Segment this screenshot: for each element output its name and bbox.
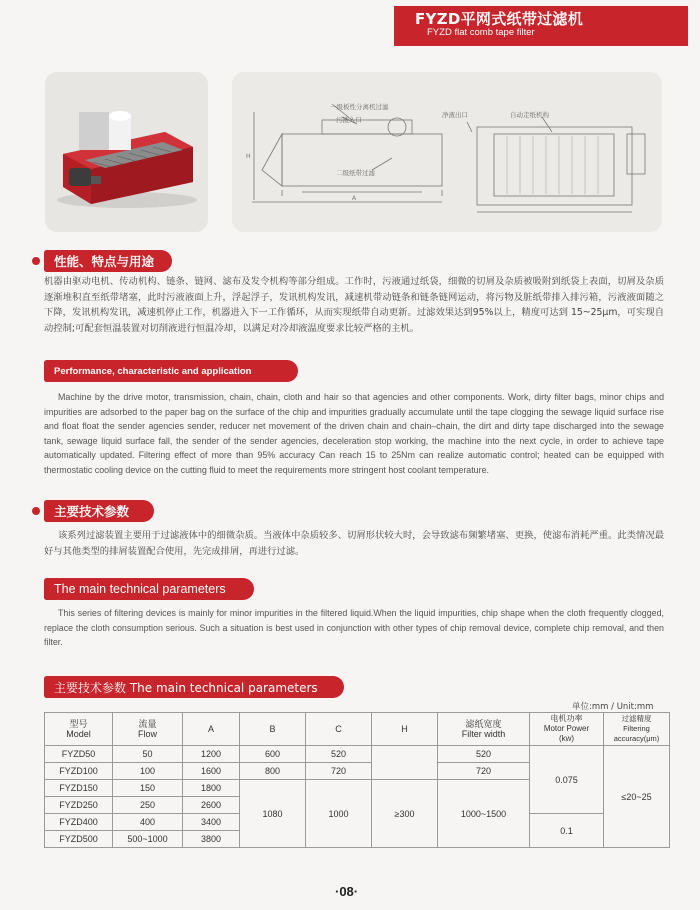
cell-flow: 100: [113, 763, 183, 780]
cell-h-merged: ≥300: [372, 780, 438, 848]
params-text-en: This series of filtering devices is mainly for minor impurities in the filtered liquid.When the liquid impurities, chip shape when the cloth frequently clogged, replace the cloth consumption serious. Such a situation is best used in conjunction with other types of chip removal device, complete chip removal, and then filter.: [44, 608, 664, 647]
page-subtitle: FYZD flat comb tape filter: [427, 27, 535, 38]
drawing-label: 一级板性分离机过滤: [330, 103, 389, 111]
heading-bullet: [32, 507, 40, 515]
unit-label: 单位:mm / Unit:mm: [572, 702, 654, 712]
cell-a: 3400: [183, 814, 240, 831]
cell-accuracy: ≤20~25: [604, 746, 670, 848]
cell-a: 1800: [183, 780, 240, 797]
cell-power: 0.075: [530, 746, 604, 814]
section-heading-params-en: The main technical parameters: [44, 578, 254, 600]
cell-b: 800: [240, 763, 306, 780]
cell-c: 720: [306, 763, 372, 780]
drawing-label: 自动走纸机构: [510, 111, 549, 119]
section-heading-performance: Performance, characteristic and application: [44, 360, 298, 382]
cell-c: 520: [306, 746, 372, 763]
cell-model: FYZD500: [45, 831, 113, 848]
filter-machine-illustration: [45, 72, 208, 232]
page-title: FYZD平网式纸带过滤机: [415, 10, 584, 28]
col-header-b: B: [240, 713, 306, 746]
cell-width-merged: 1000~1500: [438, 780, 530, 848]
col-header-filter-width: 滤纸宽度 Filter width: [438, 713, 530, 746]
col-header-model: 型号 Model: [45, 713, 113, 746]
cell-flow: 50: [113, 746, 183, 763]
cell-b: 600: [240, 746, 306, 763]
cell-a: 1200: [183, 746, 240, 763]
dimension-drawing: [232, 72, 662, 232]
section-heading-table: 主要技术参数 The main technical parameters: [44, 676, 344, 698]
cell-flow: 250: [113, 797, 183, 814]
cell-flow: 400: [113, 814, 183, 831]
product-photo: [45, 72, 208, 232]
cell-a: 2600: [183, 797, 240, 814]
col-header-motor-power: 电机功率 Motor Power (kw): [530, 713, 604, 746]
cell-b-merged: 1080: [240, 780, 306, 848]
svg-text:H: H: [246, 153, 251, 160]
cell-a: 1600: [183, 763, 240, 780]
col-header-a: A: [183, 713, 240, 746]
drawing-label: 二级纸带过滤: [336, 169, 375, 177]
col-header-flow: 流量 Flow: [113, 713, 183, 746]
drawing-label: 净液出口: [442, 111, 468, 119]
parameters-table-wrap: [44, 712, 670, 848]
parameters-table: [44, 712, 670, 848]
cell-h-blank: [372, 746, 438, 780]
cell-model: FYZD400: [45, 814, 113, 831]
cell-c-merged: 1000: [306, 780, 372, 848]
cell-width: 720: [438, 763, 530, 780]
cell-power: 0.1: [530, 814, 604, 848]
drawing-label: 污液入口: [336, 116, 362, 124]
features-text-cn: 机器由驱动电机、传动机构、链条、链网、滤布及发令机构等部分组成。工作时，污液通过纸袋，细微的切屑及杂质被吸附到纸袋上表面，切屑及杂质逐渐堆积直至纸带堵塞，此时污液液面上升，浮起浮子，发讯机构发讯，减速机带动链条和链条链网运动，将污物及脏纸带排入排污箱，污液液面随之下降，发讯机构发讯，减速机停止工作，机器进入下一工作循环，从而实现纸带自动更新。过滤效果达到95%以上，精度可达到 15~25μm，可实现自动控制;可配套恒温装置对切削液进行恒温冷却，以满足对冷却液温度要求比较严格的主机。: [44, 276, 664, 334]
col-header-c: C: [306, 713, 372, 746]
cell-model: FYZD150: [45, 780, 113, 797]
cell-model: FYZD100: [45, 763, 113, 780]
heading-bullet: [32, 257, 40, 265]
technical-drawing: [232, 72, 662, 232]
cell-model: FYZD50: [45, 746, 113, 763]
section-heading-params-cn: 主要技术参数: [44, 500, 154, 522]
params-text-cn: 该系列过滤装置主要用于过滤液体中的细微杂质。当液体中杂质较多、切屑形状较大时，会导致滤布频繁堵塞、更换，使滤布消耗严重。此类情况最好与其他类型的排屑装置配合使用，先完成排屑，再进行过滤。: [44, 530, 664, 557]
cell-flow: 500~1000: [113, 831, 183, 848]
performance-text-en: Machine by the drive motor, transmission, chain, chain, cloth and hair so that agencies and other components. Work, dirty filter bags, minor chips and impurities are adsorbed to the paper bag on the surface of the chip and impurities gradually accumulate until the tape clogging the sewage liquid surface rise and float float the sender agencies sender, reducer net movement of the driven chain and chain–chain, the dirt and dirty tape discharged into the sewage tank, sewage liquid surface fall, the sender of the sender agencies, deceleration stop working, the machine into the next cycle, in order to achieve tape automatically updated. Filtering effect of more than 95% accuracy Can reach 15 to 25Nm can realize automatic control; heated can be equipped with thermostatic cooling device on the cutting fluid to meet the requirements more stringent host coolant temperature.: [44, 392, 664, 475]
col-header-h: H: [372, 713, 438, 746]
page-number: ·08·: [335, 884, 359, 899]
col-header-accuracy: 过滤精度 Filtering accuracy(μm): [604, 713, 670, 746]
cell-a: 3800: [183, 831, 240, 848]
cell-width: 520: [438, 746, 530, 763]
section-heading-features: 性能、特点与用途: [44, 250, 172, 272]
svg-text:A: A: [352, 195, 357, 202]
table-row: [45, 746, 670, 763]
cell-flow: 150: [113, 780, 183, 797]
cell-model: FYZD250: [45, 797, 113, 814]
